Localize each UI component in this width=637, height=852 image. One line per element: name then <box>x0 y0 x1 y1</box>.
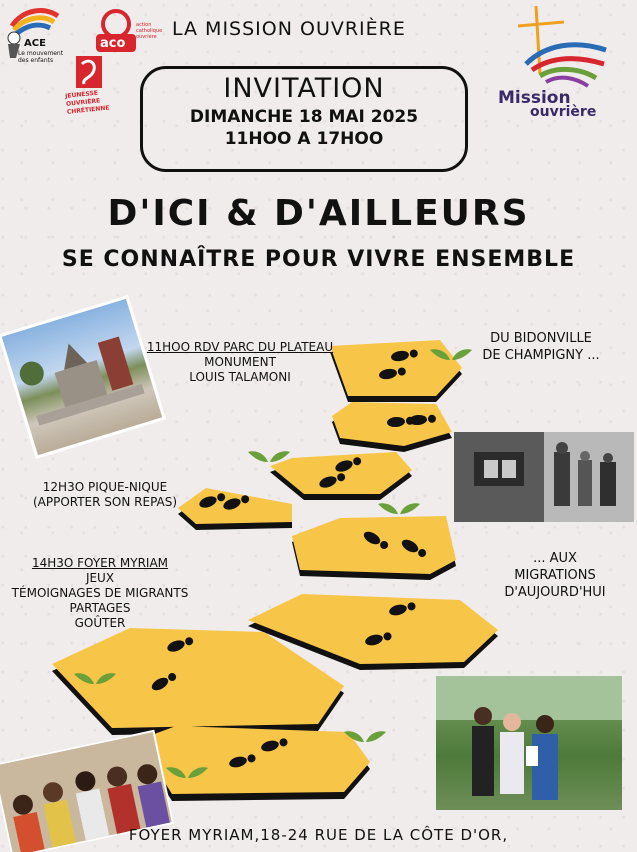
step3-line3: TÉMOIGNAGES DE MIGRANTS <box>11 586 189 600</box>
stone-tile-8 <box>138 726 386 801</box>
step1-time-location: 11HOO RDV PARC DU PLATEAU <box>146 340 334 354</box>
step2-text <box>20 480 190 510</box>
step1-line2: MONUMENT <box>204 355 276 369</box>
family-photo-graphic <box>436 676 622 810</box>
caption-bidonville <box>466 330 616 364</box>
step3-line4: PARTAGES <box>69 601 131 615</box>
ace-name: ACE <box>24 38 46 49</box>
aco-tagline: action catholique ouvrière <box>136 22 163 40</box>
invitation-title: INVITATION <box>223 73 385 104</box>
caption-migrations <box>480 550 630 601</box>
aco-name: aco <box>100 36 126 51</box>
caption-bidonville-line1: DU BIDONVILLE <box>490 331 592 346</box>
stone-tile-4 <box>178 488 292 530</box>
step2-line1: 12H3O PIQUE-NIQUE <box>42 480 168 494</box>
invitation-time: 11HOO A 17HOO <box>224 129 384 149</box>
stone-tile-2 <box>332 402 452 452</box>
bidonville-photo <box>454 432 634 522</box>
caption-bidonville-line2: DE CHAMPIGNY ... <box>482 348 600 363</box>
step3-time-location: 14H3O FOYER MYRIAM <box>31 556 169 570</box>
step2-line2: (APPORTER SON REPAS) <box>32 495 178 509</box>
joc-text: JEUNESSE OUVRIÈRE CHRÉTIENNE <box>64 89 110 116</box>
step3-text <box>0 556 200 631</box>
caption-migrations-line1: ... AUX <box>533 551 577 566</box>
bidonville-photo-graphic <box>454 432 634 522</box>
stone-tile-5 <box>292 503 456 580</box>
family-photo <box>436 676 622 810</box>
mission-logo-line1: Mission <box>498 88 571 108</box>
step1-line3: LOUIS TALAMONI <box>189 370 291 384</box>
caption-migrations-line3: D'AUJOURD'HUI <box>504 585 606 600</box>
footer-address: FOYER MYRIAM,18-24 RUE DE LA CÔTE D'OR, <box>128 826 509 844</box>
step3-line5: GOÛTER <box>74 616 126 630</box>
subtitle: SE CONNAÎTRE POUR VIVRE ENSEMBLE <box>61 247 576 272</box>
step1-text <box>140 340 340 385</box>
stone-tile-1 <box>330 340 472 402</box>
mission-logo-line2: ouvrière <box>530 104 597 120</box>
stone-tile-3 <box>248 451 412 500</box>
step3-line2: JEUX <box>85 571 115 585</box>
caption-migrations-line2: MIGRATIONS <box>514 568 596 583</box>
ace-tagline: Le mouvement des enfants <box>18 50 64 64</box>
invitation-date: DIMANCHE 18 MAI 2025 <box>189 107 419 127</box>
main-title: D'ICI & D'AILLEURS <box>107 193 530 234</box>
header-title: LA MISSION OUVRIÈRE <box>172 18 406 40</box>
